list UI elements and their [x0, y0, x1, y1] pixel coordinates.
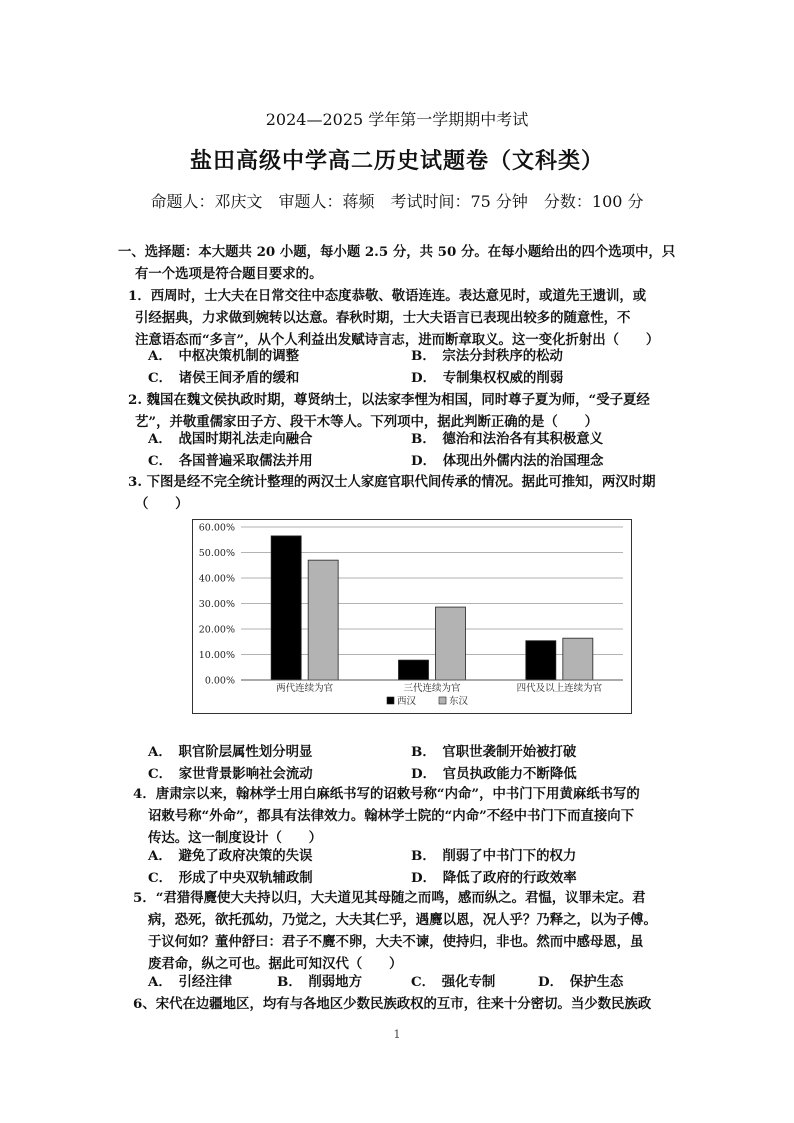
exam-meta: 命题人：邓庆文 审题人：蒋频 考试时间：75 分钟 分数：100 分: [150, 192, 644, 211]
q2-option-c[interactable]: C． 各国普遍采取儒法并用: [148, 453, 313, 469]
q6-stem: 6、宋代在边疆地区，均有与各地区少数民族政权的互市，往来十分密切。当少数民族政: [133, 996, 652, 1012]
bar-eastern-han: [308, 560, 338, 680]
bar-eastern-han: [436, 607, 466, 680]
section-instructions: 一、选择题：本大题共 20 小题，每小题 2.5 分，共 50 分。在每小题给出的四个选项中，只: [118, 244, 676, 260]
x-tick-label: 三代连续为官: [403, 683, 461, 694]
q5-option-b[interactable]: B． 削弱地方: [277, 974, 362, 990]
bar-chart: [192, 519, 632, 714]
q3-option-a[interactable]: A． 职官阶层属性划分明显: [148, 744, 313, 760]
q4-option-c[interactable]: C． 形成了中央双轨辅政制: [148, 870, 313, 886]
q3-option-d[interactable]: D． 官员执政能力不断降低: [411, 766, 577, 782]
q1-stem: 引经据典，力求做到婉转以达意。春秋时期，士大夫语言已表现出较多的随意性，不: [135, 310, 631, 326]
q3-stem: 3. 下图是经不完全统计整理的两汉士人家庭官职代间传承的情况。据此可推知，两汉时期: [128, 474, 656, 490]
q4-option-a[interactable]: A． 避免了政府决策的失误: [148, 848, 313, 864]
q5-stem: 废君命，纵之可也。据此可知汉代（ ）: [148, 956, 403, 972]
y-tick-label: 40.00%: [198, 573, 235, 585]
exam-title: 2024—2025 学年第一学期期中考试: [265, 110, 529, 129]
q5-option-d[interactable]: D． 保护生态: [538, 974, 624, 990]
x-tick-label: 两代连续为官: [276, 683, 334, 694]
q5-stem: 于议何如？董仲舒曰：君子不麑不卵，大夫不谏，使持归，非也。然而中感母恩，虽: [148, 934, 644, 950]
y-tick-label: 60.00%: [198, 522, 235, 534]
q1-stem: 注意语态而“多言”，从个人利益出发赋诗言志，进而断章取义。这一变化折射出（ ）: [135, 332, 660, 348]
legend-swatch: [439, 697, 446, 704]
q4-option-d[interactable]: D． 降低了政府的行政效率: [411, 870, 577, 886]
q5-option-c[interactable]: C． 强化专制: [411, 974, 496, 990]
q4-stem: 传达。这一制度设计（ ）: [148, 830, 323, 846]
q1-option-c[interactable]: C． 诸侯王间矛盾的缓和: [148, 370, 300, 386]
q5-option-a[interactable]: A． 引经注律: [148, 974, 233, 990]
bar-western-han: [271, 536, 301, 680]
y-tick-label: 30.00%: [198, 599, 235, 610]
legend-swatch: [387, 697, 394, 704]
y-tick-label: 10.00%: [198, 650, 235, 661]
q2-stem: 2. 魏国在魏文侯执政时期，尊贤纳士，以法家李悝为相国，同时尊子夏为师，“受子夏经: [128, 392, 650, 408]
q4-stem: 诏敕号称“外命”，都具有法律效力。翰林学士院的“内命”不经中书门下而直接向下: [148, 808, 635, 824]
paper-title: 盐田高级中学高二历史试题卷（文科类）: [189, 148, 604, 174]
x-tick-label: 四代及以上连续为官: [516, 683, 603, 694]
q2-stem: 艺”，并敬重儒家田子方、段干木等人。下列项中，据此判断正确的是（ ）: [135, 414, 598, 430]
q3-stem: （ ）: [135, 496, 189, 512]
q3-option-c[interactable]: C． 家世背景影响社会流动: [148, 766, 313, 782]
bar-western-han: [526, 641, 556, 680]
q4-stem: 4．唐肃宗以来，翰林学士用白麻纸书写的诏敕号称“内命”，中书门下用黄麻纸书写的: [133, 786, 640, 802]
bar-chart-canvas: [193, 520, 633, 715]
legend-label: 西汉: [397, 696, 417, 707]
q1-stem: 1．西周时，士大夫在日常交往中态度恭敬、敬语连连。表达意见时，或道先王遗训，或: [128, 288, 647, 304]
section-instructions-cont: 有一个选项是符合题目要求的。: [135, 266, 323, 282]
q1-option-d[interactable]: D． 专制集权权威的削弱: [411, 370, 564, 386]
q2-option-b[interactable]: B． 德治和法治各有其积极意义: [411, 431, 604, 447]
q2-option-a[interactable]: A． 战国时期礼法走向融合: [148, 431, 313, 447]
bar-eastern-han: [563, 638, 593, 680]
q1-option-b[interactable]: B． 宗法分封秩序的松动: [411, 348, 563, 364]
q2-option-d[interactable]: D． 体现出外儒内法的治国理念: [411, 453, 604, 469]
y-tick-label: 20.00%: [198, 624, 235, 636]
y-tick-label: 50.00%: [198, 548, 235, 559]
bar-western-han: [399, 660, 429, 680]
q5-stem: 5．“君猎得麑使大夫持以归，大夫道见其母随之而鸣，感而纵之。君愠，议罪未定。君: [133, 890, 646, 906]
q3-option-b[interactable]: B． 官职世袭制开始被打破: [411, 744, 577, 760]
page-number: 1: [393, 1028, 401, 1041]
y-tick-label: 0.00%: [204, 675, 235, 687]
q1-option-a[interactable]: A． 中枢决策机制的调整: [148, 348, 299, 364]
q5-stem: 病，恐死，欲托孤幼，乃觉之，大夫其仁乎，遇麑以恩，况人乎？乃释之，以为子傅。: [148, 912, 657, 928]
q4-option-b[interactable]: B． 削弱了中书门下的权力: [411, 848, 577, 864]
legend-label: 东汉: [449, 696, 469, 707]
